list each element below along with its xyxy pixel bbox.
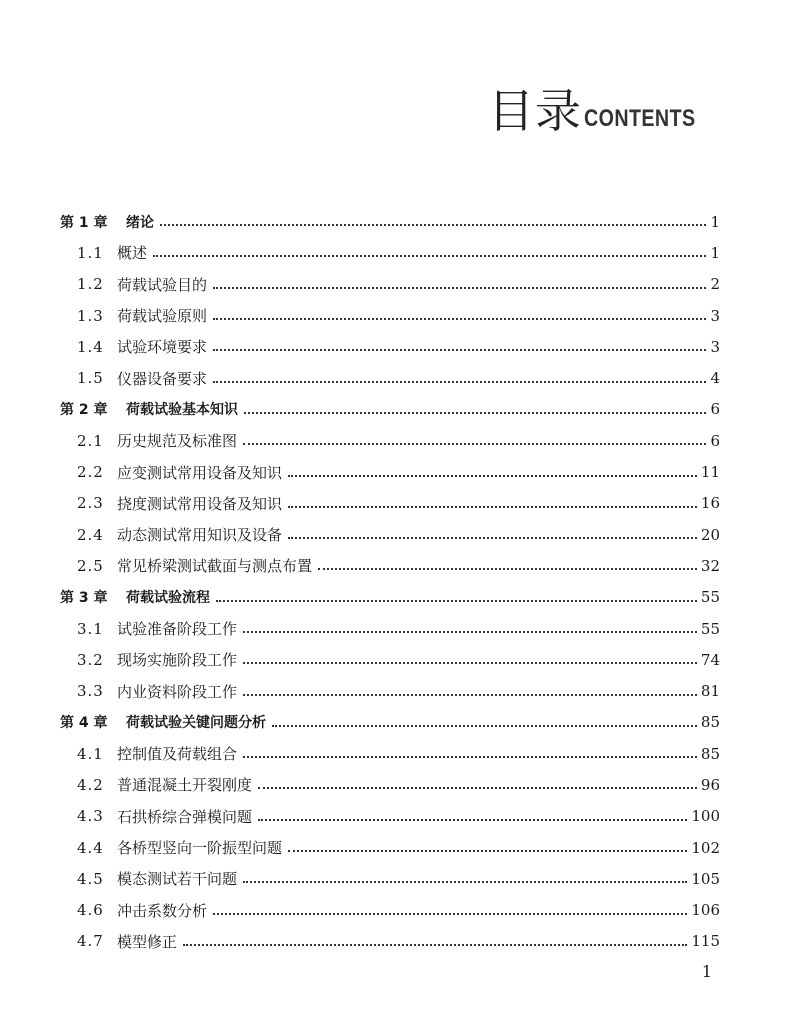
toc-entry-title: 荷载试验关键问题分析 xyxy=(126,715,266,732)
toc-section-entry[interactable] xyxy=(0,331,790,362)
toc-entry-title: 仪器设备要求 xyxy=(117,369,208,388)
toc-entry-page: 3 xyxy=(710,337,720,356)
toc-section-entry[interactable] xyxy=(0,425,790,456)
toc-entry-title: 模态测试若干问题 xyxy=(117,870,238,889)
dot-leader xyxy=(244,411,706,414)
toc-entry-page: 11 xyxy=(700,463,720,482)
toc-entry-line xyxy=(117,837,720,858)
toc-entry-title: 试验环境要求 xyxy=(117,338,208,357)
toc-entry-title: 内业资料阶段工作 xyxy=(117,682,238,701)
toc-entry-line xyxy=(126,399,720,419)
dot-leader xyxy=(213,912,687,915)
toc-chapter-entry[interactable] xyxy=(0,394,790,425)
toc-entry-page: 55 xyxy=(700,619,720,638)
toc-section-entry[interactable] xyxy=(0,769,790,800)
toc-entry-title: 现场实施阶段工作 xyxy=(117,651,238,670)
toc-entry-title: 应变测试常用设备及知识 xyxy=(117,463,283,482)
toc-entry-number: 4.6 xyxy=(77,901,104,920)
toc-entry-line xyxy=(117,868,720,889)
toc-entry-line xyxy=(126,212,720,232)
toc-entry-title: 试验准备阶段工作 xyxy=(117,620,238,638)
toc-entry-line xyxy=(117,555,720,576)
page-title xyxy=(488,86,720,136)
dot-leader xyxy=(272,724,697,727)
toc-entry-title: 挠度测试常用设备及知识 xyxy=(117,494,283,513)
dot-leader xyxy=(243,755,697,758)
toc-entry-number: 4.7 xyxy=(77,932,104,951)
toc-entry-line xyxy=(117,900,720,921)
toc-entry-page: 32 xyxy=(700,556,720,575)
toc-entry-title: 模型修正 xyxy=(117,932,178,951)
toc-entry-title: 动态测试常用知识及设备 xyxy=(117,526,283,545)
toc-section-entry[interactable] xyxy=(0,237,790,268)
toc-section-entry[interactable] xyxy=(0,362,790,393)
toc-entry-page: 115 xyxy=(691,932,720,951)
toc-entry-number: 2.3 xyxy=(77,494,104,513)
toc-entry-page: 105 xyxy=(691,869,720,888)
toc-entry-number: 第 3 章 xyxy=(60,590,108,607)
toc-entry-title: 历史规范及标准图 xyxy=(117,432,238,451)
table-of-contents xyxy=(0,206,790,957)
toc-entry-page: 16 xyxy=(700,494,720,513)
dot-leader xyxy=(243,880,687,883)
toc-entry-page: 1 xyxy=(710,212,720,231)
toc-section-entry[interactable] xyxy=(0,550,790,581)
toc-entry-line xyxy=(126,712,720,732)
toc-entry-line xyxy=(117,806,720,827)
toc-entry-title: 概述 xyxy=(117,244,148,263)
toc-section-entry[interactable] xyxy=(0,488,790,519)
toc-entry-page: 6 xyxy=(710,431,720,450)
toc-entry-line xyxy=(117,430,720,451)
dot-leader xyxy=(288,536,697,539)
toc-section-entry[interactable] xyxy=(0,801,790,832)
dot-leader xyxy=(288,474,697,477)
toc-entry-page: 102 xyxy=(691,838,720,857)
toc-entry-page: 1 xyxy=(710,243,720,262)
toc-entry-number: 1.4 xyxy=(77,337,104,356)
toc-entry-number: 第 4 章 xyxy=(60,715,108,732)
toc-entry-number: 3.3 xyxy=(77,682,104,701)
toc-entry-title: 常见桥梁测试截面与测点布置 xyxy=(117,557,313,576)
toc-entry-number: 1.2 xyxy=(77,275,104,294)
dot-leader xyxy=(213,380,706,383)
title-english: CONTENTS xyxy=(584,105,696,132)
toc-entry-line xyxy=(117,931,720,952)
toc-entry-line xyxy=(117,368,720,389)
toc-entry-line xyxy=(117,743,720,764)
toc-entry-page: 55 xyxy=(700,588,720,607)
toc-entry-line xyxy=(126,587,720,607)
dot-leader xyxy=(288,505,697,508)
dot-leader xyxy=(243,442,706,445)
toc-entry-title: 普通混凝土开裂刚度 xyxy=(117,776,253,795)
toc-entry-number: 1.1 xyxy=(77,243,104,262)
toc-entry-number: 2.1 xyxy=(77,431,104,450)
toc-entry-line xyxy=(117,242,720,263)
toc-chapter-entry[interactable] xyxy=(0,582,790,613)
toc-entry-number: 4.5 xyxy=(77,869,104,888)
dot-leader xyxy=(213,348,706,351)
toc-entry-line xyxy=(117,618,720,639)
toc-entry-page: 85 xyxy=(700,744,720,763)
toc-section-entry[interactable] xyxy=(0,863,790,894)
toc-entry-number: 3.2 xyxy=(77,650,104,669)
toc-entry-title: 控制值及荷载组合 xyxy=(117,745,238,764)
toc-section-entry[interactable] xyxy=(0,644,790,675)
toc-section-entry[interactable] xyxy=(0,926,790,957)
toc-entry-page: 20 xyxy=(700,525,720,544)
toc-entry-number: 4.4 xyxy=(77,838,104,857)
toc-chapter-entry[interactable] xyxy=(0,707,790,738)
toc-entry-number: 1.3 xyxy=(77,306,104,325)
toc-entry-page: 2 xyxy=(710,275,720,294)
dot-leader xyxy=(213,317,706,320)
toc-section-entry[interactable] xyxy=(0,613,790,644)
toc-entry-line xyxy=(117,336,720,357)
toc-section-entry[interactable] xyxy=(0,675,790,706)
toc-entry-number: 第 2 章 xyxy=(60,402,108,419)
dot-leader xyxy=(318,567,697,570)
toc-entry-page: 85 xyxy=(700,713,720,732)
toc-entry-title: 冲击系数分析 xyxy=(117,901,208,920)
toc-entry-page: 81 xyxy=(700,682,720,701)
toc-entry-page: 4 xyxy=(710,369,720,388)
toc-entry-number: 4.2 xyxy=(77,775,104,794)
toc-entry-line xyxy=(117,274,720,295)
toc-entry-line xyxy=(117,462,720,483)
toc-entry-number: 4.1 xyxy=(77,744,104,763)
toc-entry-number: 第 1 章 xyxy=(60,214,108,231)
toc-chapter-entry[interactable] xyxy=(0,206,790,237)
toc-entry-title: 荷载试验基本知识 xyxy=(126,402,238,419)
toc-entry-title: 绪论 xyxy=(126,214,154,231)
toc-entry-title: 石拱桥综合弹模问题 xyxy=(117,807,253,826)
dot-leader xyxy=(258,818,687,821)
dot-leader xyxy=(258,786,697,789)
toc-section-entry[interactable] xyxy=(0,519,790,550)
toc-entry-page: 106 xyxy=(691,901,720,920)
toc-entry-line xyxy=(117,774,720,795)
toc-section-entry[interactable] xyxy=(0,738,790,769)
toc-entry-line xyxy=(117,681,720,702)
toc-entry-title: 荷载试验流程 xyxy=(126,590,210,607)
title-chinese: 目录 xyxy=(488,84,582,138)
toc-entry-line xyxy=(117,524,720,545)
toc-entry-line xyxy=(117,305,720,326)
toc-entry-title: 荷载试验原则 xyxy=(117,307,208,326)
toc-entry-number: 1.5 xyxy=(77,369,104,388)
toc-entry-page: 74 xyxy=(700,650,720,669)
toc-entry-title: 各桥型竖向一阶振型问题 xyxy=(117,839,283,858)
toc-section-entry[interactable] xyxy=(0,895,790,926)
toc-entry-page: 96 xyxy=(700,775,720,794)
toc-section-entry[interactable] xyxy=(0,300,790,331)
dot-leader xyxy=(183,943,687,946)
dot-leader xyxy=(153,254,706,257)
dot-leader xyxy=(216,599,697,602)
toc-entry-number: 2.4 xyxy=(77,525,104,544)
toc-entry-page: 100 xyxy=(691,807,720,826)
toc-entry-number: 3.1 xyxy=(77,619,104,638)
toc-section-entry[interactable] xyxy=(0,456,790,487)
dot-leader xyxy=(243,630,697,633)
toc-entry-number: 2.2 xyxy=(77,463,104,482)
toc-entry-number: 4.3 xyxy=(77,807,104,826)
dot-leader xyxy=(288,849,687,852)
dot-leader xyxy=(243,661,697,664)
toc-entry-title: 荷载试验目的 xyxy=(117,275,208,294)
dot-leader xyxy=(213,286,706,289)
dot-leader xyxy=(160,223,706,226)
toc-entry-page: 6 xyxy=(710,400,720,419)
footer-page-number: 1 xyxy=(701,962,712,981)
toc-section-entry[interactable] xyxy=(0,832,790,863)
toc-entry-line xyxy=(117,649,720,670)
toc-entry-line xyxy=(117,493,720,514)
toc-entry-number: 2.5 xyxy=(77,556,104,575)
dot-leader xyxy=(243,693,697,696)
toc-entry-page: 3 xyxy=(710,306,720,325)
toc-section-entry[interactable] xyxy=(0,269,790,300)
